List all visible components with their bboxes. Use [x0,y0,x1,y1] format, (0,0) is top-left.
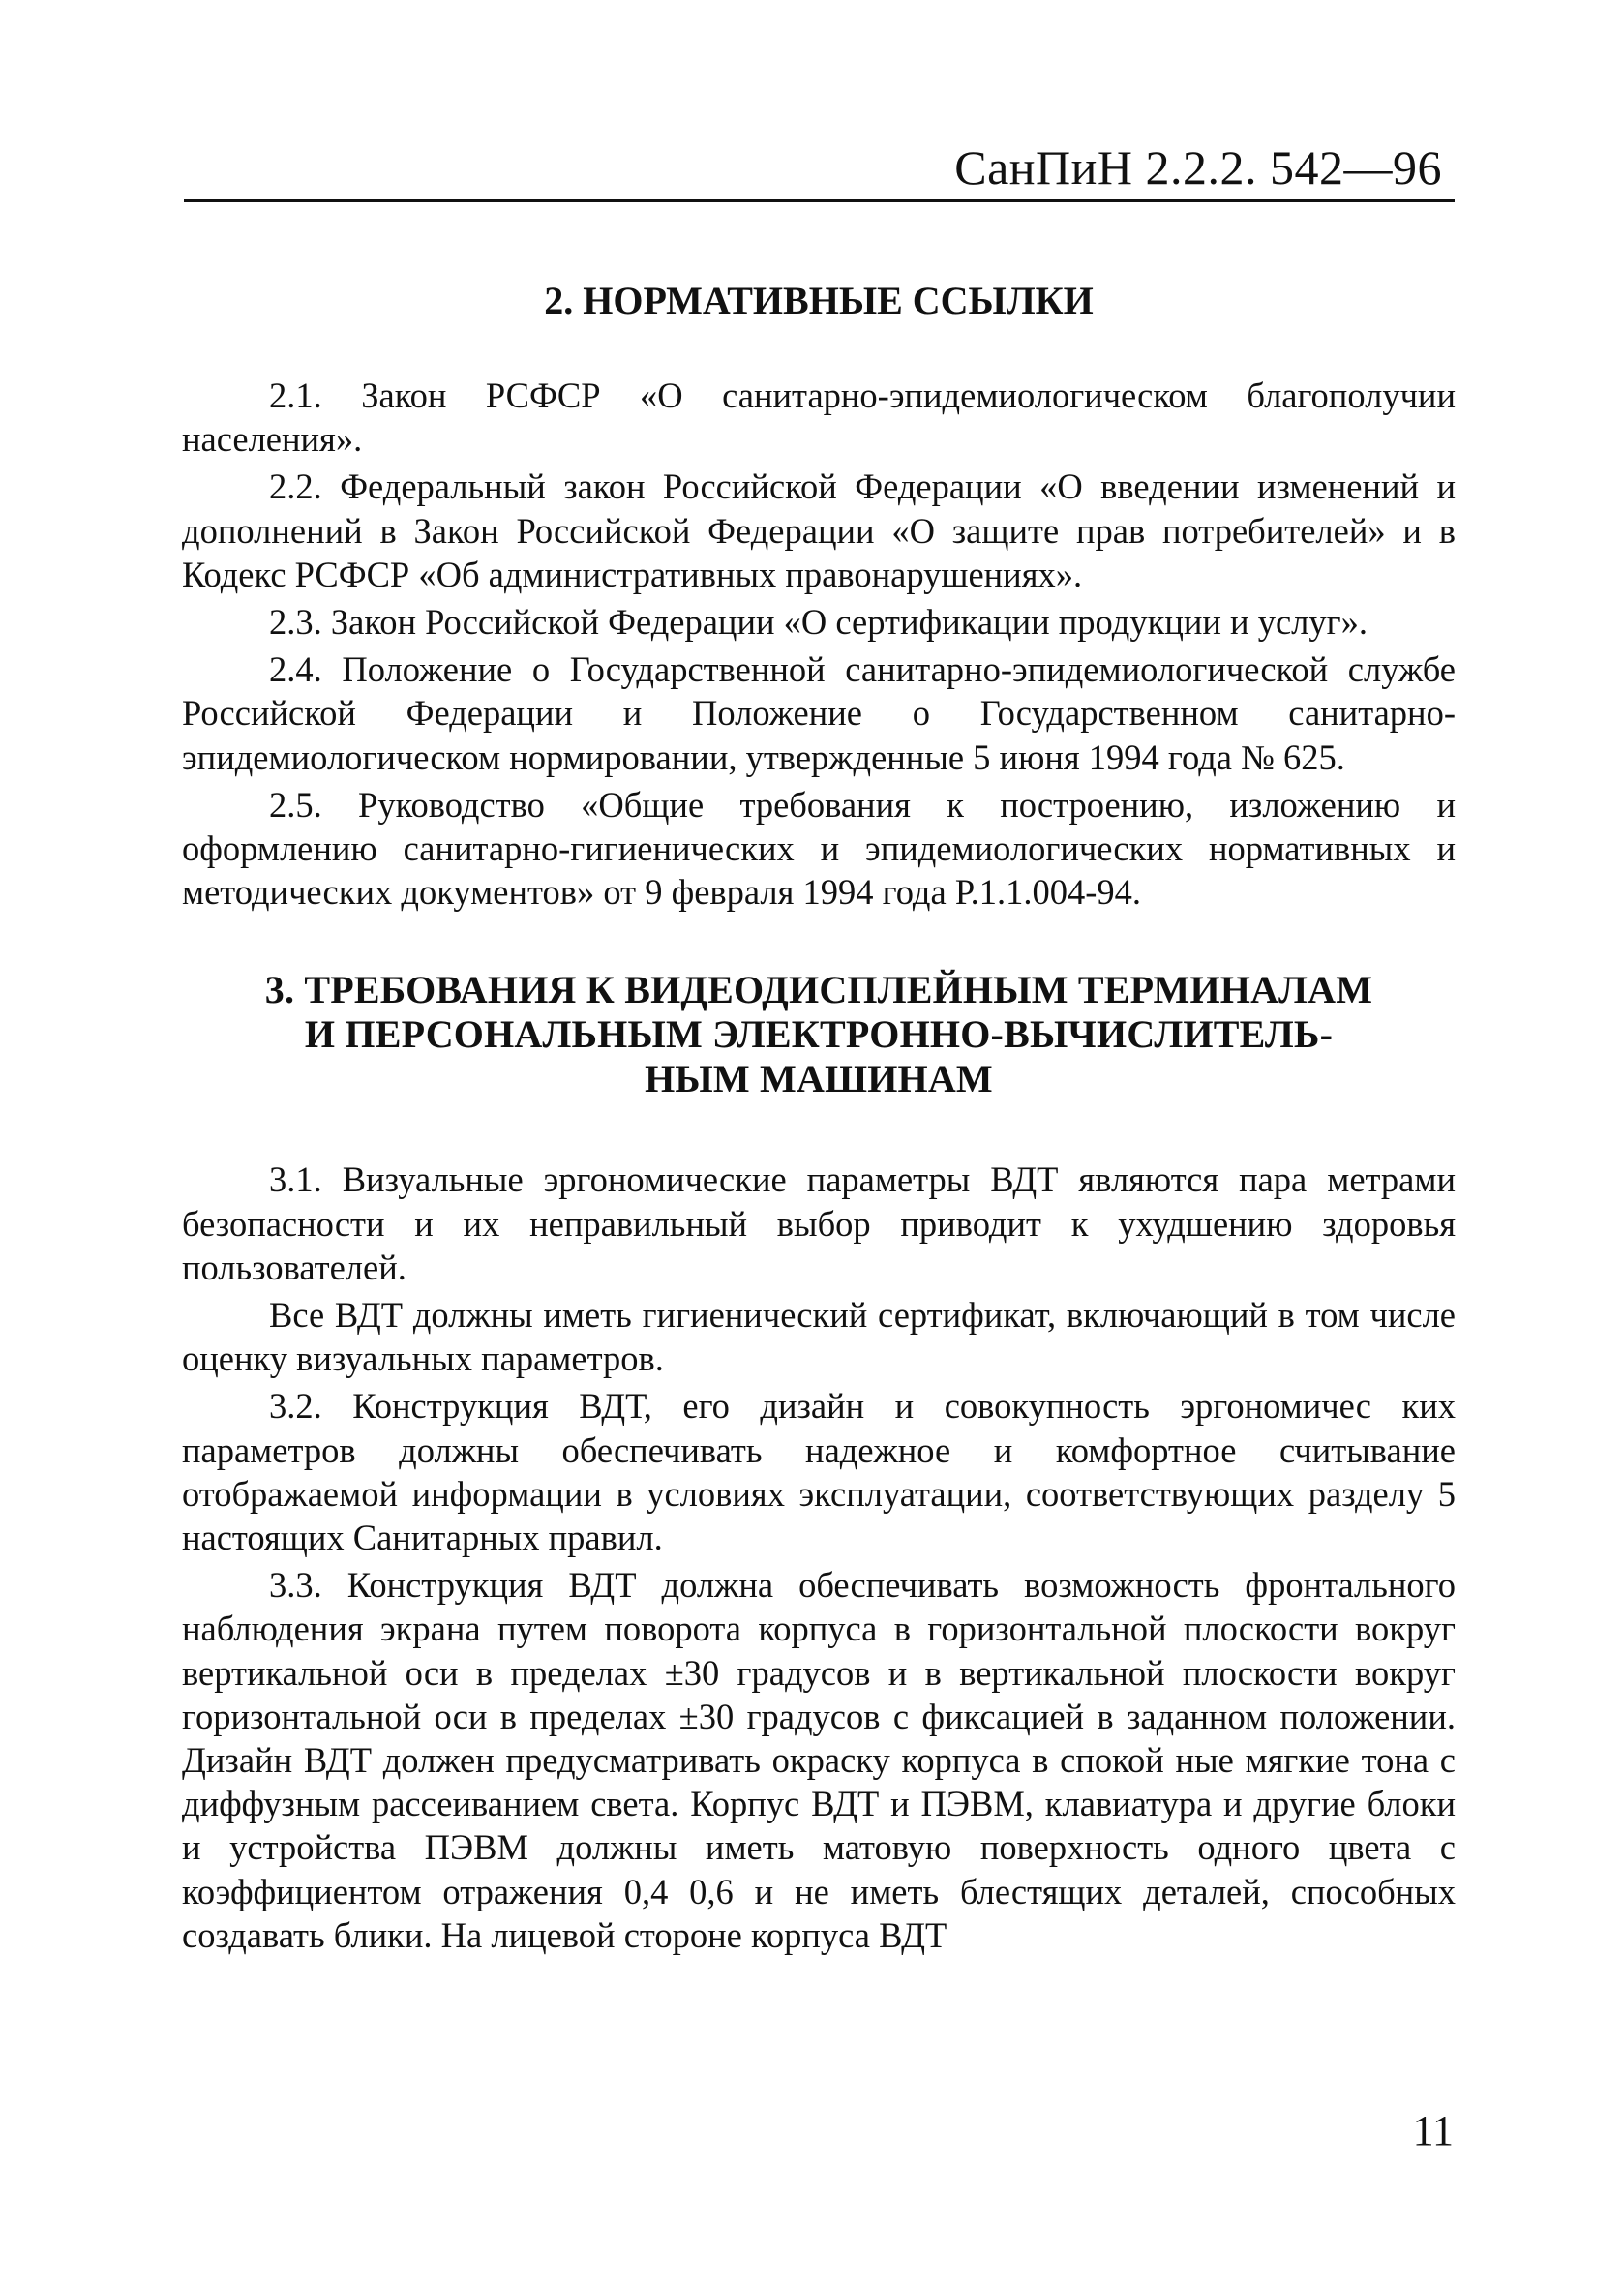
section-3-title [182,968,1456,1101]
section-3-title-line-3: НЫМ МАШИНАМ [645,1057,993,1101]
header-divider [184,199,1455,202]
paragraph-3-3: 3.3. Конструкция ВДТ должна обеспечивать возможность фронтального наблюдения экрана путем поворота корпуса в горизонтальной плоскости вокруг вертикальной оси в пределах ±30 градусов и в вертикальной плоскости вокруг горизонтальной оси в пределах ±30 градусов с фиксацией в заданном положении. Дизайн ВДТ должен предусматривать окраску корпуса в спокой ные мягкие тона с диффузным рассеиванием света. Корпус ВДТ и ПЭВМ, клавиатура и другие блоки и устройства ПЭВМ должны иметь матовую поверхность одного цвета с коэффициентом отражения 0,4 0,6 и не иметь блестящих деталей, способных создавать блики. На лицевой стороне корпуса ВДТ [182,1565,1456,1955]
section-3-body [182,1158,1456,1957]
paragraph-2-4: 2.4. Положение о Государственной санитарно-эпидемиологической службе Российской Федерации и Положение о Государственном санитарно-эпидемиологическом нормировании, утвержденные 5 июня 1994 года № 625. [182,649,1456,777]
page-content [182,279,1456,1961]
section-3-title-line-2: И ПЕРСОНАЛЬНЫМ ЭЛЕКТРОННО-ВЫЧИСЛИТЕЛЬ- [304,1012,1334,1057]
paragraph-2-2: 2.2. Федеральный закон Российской Федерации «О введении изменений и дополнений в Закон Российской Федерации «О защите прав потребителей» и в Кодекс РСФСР «Об административных правонарушениях». [182,466,1456,594]
section-2-body [182,374,1456,914]
section-2-title: 2. НОРМАТИВНЫЕ ССЫЛКИ [544,279,1094,322]
paragraph-3-1-cont: Все ВДТ должны иметь гигиенический сертификат, включающий в том числе оценку визуальных параметров. [182,1295,1456,1379]
document-code-header: СанПиН 2.2.2. 542—96 [954,140,1442,195]
paragraph-2-5: 2.5. Руководство «Общие требования к построению, изложению и оформлению санитарно-гигиенических и эпидемиологических нормативных и методических документов» от 9 февраля 1994 года Р.1.1.004-94. [182,784,1456,913]
page-number: 11 [1412,2107,1454,2154]
paragraph-2-3: 2.3. Закон Российской Федерации «О сертификации продукции и услуг». [269,602,1368,643]
section-3-title-line-1: 3. ТРЕБОВАНИЯ К ВИДЕОДИСПЛЕЙНЫМ ТЕРМИНАЛАМ [264,968,1373,1012]
paragraph-3-1: 3.1. Визуальные эргономические параметры ВДТ являются пара метрами безопасности и их неправильный выбор приводит к ухудшению здоровья пользователей. [182,1159,1456,1287]
paragraph-3-2: 3.2. Конструкция ВДТ, его дизайн и совокупность эргономичес ких параметров должны обеспечивать надежное и комфортное считывание отображаемой информации в условиях эксплуатации, соответствующих разделу 5 настоящих Санитарных правил. [182,1386,1456,1558]
paragraph-2-1: 2.1. Закон РСФСР «О санитарно-эпидемиологическом благополучии населения». [182,376,1456,460]
